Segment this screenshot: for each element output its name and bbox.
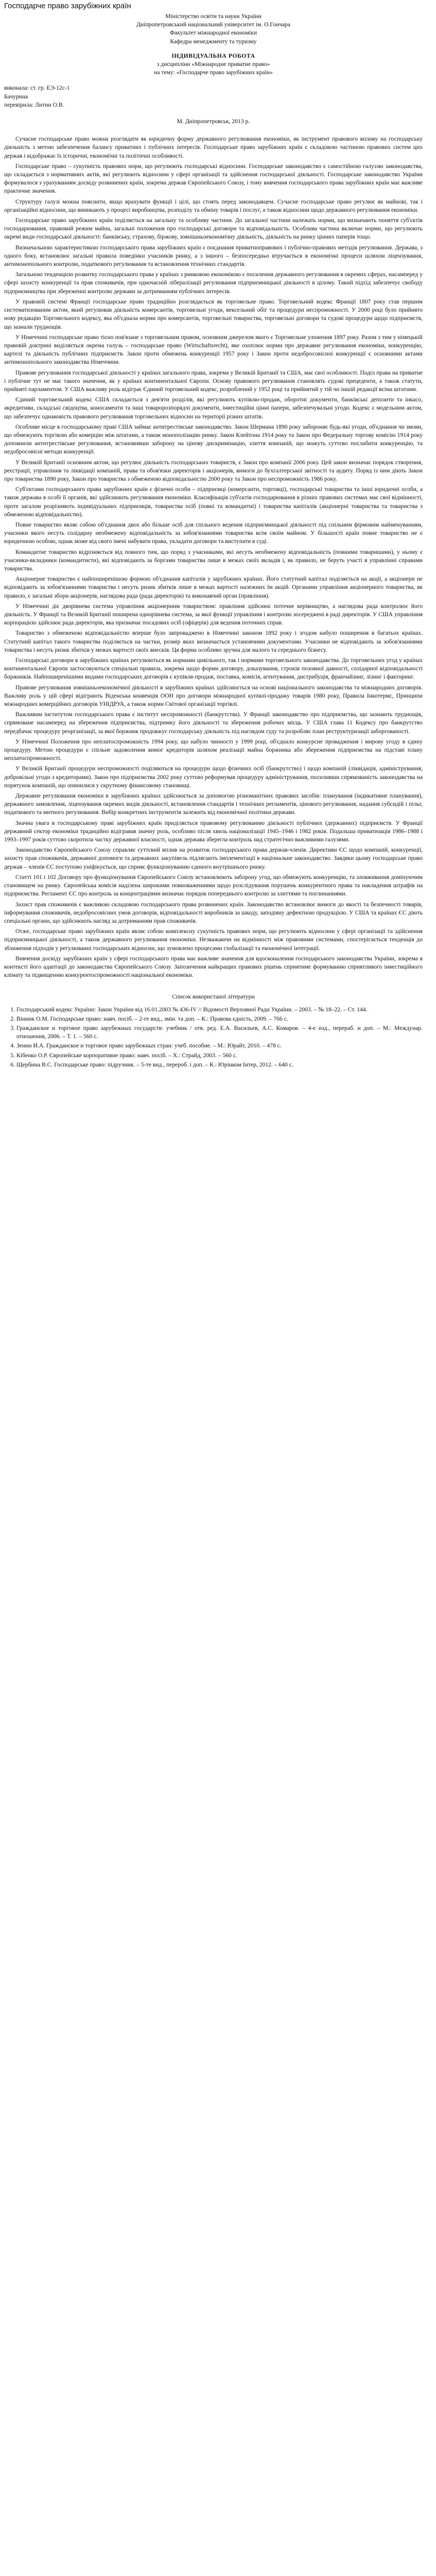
references-title: Список використаної літератури (172, 993, 255, 1001)
body-paragraph: У Великій Британії процедури неспроможності поділяються на процедури щодо фізичних осіб (банкрутство) і щодо компаній (ліквідація, адміністрування, добровільні угоди з кредиторами). Закон про підприємства 2002 року суттєво реформував процедуру адміністрування, посиливши спрямованість законодавства на порятунок компаній, що опинилися у скрутному фінансовому становищі. (4, 765, 423, 789)
body-paragraph: Товариство з обмеженою відповідальністю вперше було запроваджено в Німеччині законом 1892 року і згодом набуло поширення в багатьох країнах. Статутний капітал такого товариства поділяється на частки, розмір яких визначається установчими документами. Учасники не відповідають за зобов'язаннями товариства і несуть ризик збитків у межах вартості своїх внесків. Ця форма особливо зручна для малого та середнього бізнесу. (4, 630, 423, 653)
body-paragraph: Особливе місце в господарському праві США займає антитрестівське законодавство. Закон Шермана 1890 року забороняє будь-які угоди, об'єднання чи змови, що обмежують торгівлю або комерцію між штатами, а також монополізацію ринку. Закон Клейтона 1914 року та Закон про Федеральну торгову комісію 1914 року доповнили антитрестівське регулювання, встановивши заборону на цінову дискримінацію, злиття компаній, що можуть суттєво послабити конкуренцію, та недобросовісні методи конкуренції. (4, 423, 423, 455)
author-block (4, 84, 423, 109)
reference-item: 4. Зенин И.А. Гражданское и торговое право зарубежных стран: учеб. пособие. – М.: Юрайт, 2010. – 478 с. (16, 1042, 423, 1050)
body-paragraph: Господарське право – сукупність правових норм, що регулюють господарські відносини. Господарське законодавство є самостійною галуззю законодавства, що складається з нормативних актів, які регулюють відносини у сфері організації та здійснення господарської діяльності. Господарське законодавство України формувалося з урахуванням досвіду розвинених країн, зокрема держав Європейського Союзу, і тому вивчення господарського права зарубіжних країн має важливе практичне значення. (4, 162, 423, 195)
body-paragraph: У Німеччині господарське право тісно пов'язане з торговельним правом, основним джерелом якого є Торговельне уложення 1897 року. Разом з тим у німецькій правовій доктрині виділяється окрема галузь – господарське право (Wirtschaftsrecht), яке охоплює норми про державне регулювання економіки, конкуренцію, картелі та діяльність публічних підприємств. Закон проти обмежень конкуренції 1957 року і Закон проти недобросовісної конкуренції є основними актами антимонопольного законодавства Німеччини. (4, 333, 423, 366)
university-line: Дніпропетровський національний університет ім. О.Гончара (136, 21, 290, 28)
reference-item: 2. Вінник О.М. Господарське право: навч. посіб. – 2-ге вид., змін. та доп. – К.: Правова єдність, 2009. – 766 с. (16, 1015, 423, 1023)
body-paragraph: Статті 101 і 102 Договору про функціонування Європейського Союзу встановлюють заборону угод, що обмежують конкуренцію, та зловживання домінуючим становищем на ринку. Європейська комісія наділена широкими повноваженнями щодо розслідування порушень конкурентного права та накладення штрафів на підприємства. Регламент ЄС про контроль за концентраціями визначає порядок попереднього контролю за злиттями та поглинаннями. (4, 873, 423, 897)
reviewer-line: перевірила: Литин О.В. (4, 101, 64, 108)
body-paragraph: Структуру галузі можна пояснити, якщо врахувати функції і цілі, що стоять перед законодавцем. Сучасне господарське право регулює як майнові, так і організаційні відносини, що виникають у процесі виробництва, розподілу та обміну товарів і послуг, а також відносини щодо державного регулювання економіки. (4, 198, 423, 213)
body-paragraph: Суб'єктами господарського права зарубіжних країн є фізичні особи – підприємці (комерсанти, торговці), господарські товариства та інші юридичні особи, а також держава в особі її органів, які здійснюють регулювання економіки. Класифікація суб'єктів господарювання в різних правових системах має свої відмінності, проте загалом розрізняють індивідуальних підприємців, товариства осіб (повні та командитні) і товариства капіталів (акціонерні товариства та товариства з обмеженою відповідальністю). (4, 486, 423, 518)
body-paragraph: Правове регулювання зовнішньоекономічної діяльності в зарубіжних країнах здійснюється на основі національного законодавства та міжнародних договорів. Важливу роль у цій сфері відіграють Віденська конвенція ООН про договори міжнародної купівлі-продажу товарів 1980 року, Правила Інкотермс, Принципи міжнародних комерційних договорів УНІДРУА, а також норми Світової організації торгівлі. (4, 684, 423, 708)
ministry-line: Міністерство освіти та науки України (165, 13, 261, 20)
body-paragraph: Командитне товариство відрізняється від повного тим, що поряд з учасниками, які несуть необмежену відповідальність (повними товаришами), у ньому є учасники-вкладники (командитисти), які відповідають за боргами товариства лише в межах своїх вкладів і, як правило, не беруть участі в управлінні справами товариства. (4, 548, 423, 572)
body-paragraph: Господарське право зарубіжних країн поділяється на загальну та особливу частини. До загальної частини належать норми, що визначають поняття суб'єктів господарювання, правовий режим майна, загальні положення про господарські договори та відповідальність. Особлива частина включає норми, що регулюють окремі види господарської діяльності: банківську, страхову, біржову, зовнішньоекономічну діяльність, діяльність на ринку цінних паперів тощо. (4, 217, 423, 241)
body-paragraph: Законодавство Європейського Союзу справляє суттєвий вплив на розвиток господарського права держав-членів. Директиви ЄС щодо компаній, конкуренції, захисту прав споживачів, державної допомоги та державних закупівель підлягають імплементації в національне законодавство. Завдяки цьому господарське право держав – членів ЄС поступово уніфікується, що сприяє функціонуванню єдиного внутрішнього ринку. (4, 846, 423, 870)
body-paragraph: Захист прав споживачів є важливою складовою господарського права розвинених країн. Законодавство встановлює вимоги до якості та безпечності товарів, інформування споживачів, недобросовісних умов договорів, відповідальності виробників за шкоду, заподіяну дефектною продукцією. У США та країнах ЄС діють спеціальні органи, що здійснюють нагляд за дотриманням прав споживачів. (4, 901, 423, 924)
faculty-line: Факультет міжнародної економіки (169, 29, 257, 37)
body-paragraph: Важливим інститутом господарського права є інститут неспроможності (банкрутства). У Франції законодавство про підприємства, що зазнають труднощів, спрямоване насамперед на збереження підприємства, підтримку його діяльності та збереження робочих місць. У США глава 11 Кодексу про банкрутство передбачає процедуру реорганізації, за якої боржник продовжує господарську діяльність під наглядом суду та розробляє план реструктуризації заборгованості. (4, 711, 423, 735)
author-group-line: виконала: ст. гр. ЕЭ-12с-1 (4, 84, 70, 92)
references-list (4, 1006, 423, 1069)
body-paragraph: Господарські договори в зарубіжних країнах регулюються як нормами цивільного, так і нормами торговельного законодавства. До торговельних угод у країнах континентальної Європи застосовуються спеціальні правила, зокрема щодо форми договору, доказування, строків позовної давності, солідарної відповідальності боржників. Найпоширенішими видами господарських договорів є купівля-продаж, поставка, комісія, агентування, дистрибуція, франчайзинг, лізинг і факторинг. (4, 657, 423, 681)
body-paragraph: Вивчення досвіду зарубіжних країн у сфері господарського права має важливе значення для вдосконалення господарського законодавства України, зокрема в контексті його адаптації до законодавства Європейського Союзу. Запозичення найкращих правових рішень сприятиме формуванню сприятливого інвестиційного клімату та підвищенню конкурентоспроможності національної економіки. (4, 955, 423, 979)
body-paragraph: Сучасне господарське право можна розглядати як юридичну форму державного регулювання економіки, як інструмент правового впливу на господарську діяльність з метою забезпечення балансу приватних і публічних інтересів. Господарське право зарубіжних країн є складовою частиною правових систем цих держав і відображає їх історичні, економічні та політичні особливості. (4, 135, 423, 159)
topic-line: на тему: «Господарче право зарубіжних країн» (154, 69, 273, 76)
body-paragraph: Отже, господарське право зарубіжних країн являє собою комплексну сукупність правових норм, що регулюють відносини у сфері організації та здійснення підприємницької діяльності, а також державного регулювання економіки. Незважаючи на відмінності між правовими системами, спостерігається тенденція до зближення підходів у регулюванні господарських відносин, що зумовлено процесами глобалізації та економічної інтеграції. (4, 928, 423, 952)
author-name-line: Бачурина (4, 93, 28, 100)
title-page-header (4, 12, 423, 46)
body-paragraph: Правове регулювання господарської діяльності у країнах загального права, зокрема у Великій Британії та США, має свої особливості. Поділ права на приватне і публічне тут не має такого значення, як у країнах континентальної Європи. Основу правового регулювання становлять судові прецеденти, а також статути, прийняті парламентом. У США важливу роль відіграє Єдиний торговельний кодекс, розроблений у 1952 році та прийнятий у тій чи іншій редакції всіма штатами. (4, 369, 423, 393)
body-paragraph: Значна увага в господарському праві зарубіжних країн приділяється правовому регулюванню діяльності публічних (державних) підприємств. У Франції державний сектор економіки традиційно відігравав значну роль, особливо після хвиль націоналізації 1945–1946 і 1982 років. Подальша приватизація 1986–1988 і 1993–1997 років суттєво скоротила частку державної власності, однак держава зберегла контроль над стратегічно важливими галузями. (4, 819, 423, 843)
subject-line: з дисципліни «Міжнародне приватне право» (156, 61, 270, 68)
document-title: Господарче право зарубіжних країн (4, 2, 131, 10)
body-paragraph: У Німеччині діє дворівнева система управління акціонерним товариством: правління здійснює поточне керівництво, а наглядова рада контролює його діяльність. У Франції та Великій Британії поширена однорівнева система, за якої функції управління і контролю зосереджені в раді директорів. У США управління корпорацією здійснює рада директорів, яка призначає посадових осіб (офіцерів) для ведення поточних справ. (4, 602, 423, 626)
body-paragraph: Визначальною характеристикою господарського права зарубіжних країн є поєднання приватноправових і публічно-правових методів регулювання. Держава, з одного боку, встановлює загальні правила поведінки учасників ринку, а з іншого – безпосередньо втручається в економічні процеси шляхом ліцензування, антимонопольного контролю, податкового регулювання та встановлення технічних стандартів. (4, 244, 423, 268)
body-paragraph: Загальною тенденцією розвитку господарського права у країнах з ринковою економікою є посилення державного регулювання в окремих сферах, насамперед у сфері захисту конкуренції та прав споживачів, при одночасній лібералізації регулювання підприємницької діяльності в цілому. Такий підхід забезпечує свободу підприємництва при збереженні контролю держави за дотриманням публічних інтересів. (4, 271, 423, 295)
reference-item: 5. Кібенко О.Р. Європейське корпоративне право: навч. посіб. – Х.: Страйд, 2003. – 560 с. (16, 1052, 423, 1060)
body-paragraph: Повне товариство являє собою об'єднання двох або більше осіб для спільного ведення підприємницької діяльності під спільним фірмовим найменуванням, учасники якого несуть солідарну необмежену відповідальність за зобов'язаннями товариства всім своїм майном. У більшості країн повне товариство не є юридичною особою, однак може від свого імені набувати права, укладати договори та виступати в суді. (4, 521, 423, 545)
body-paragraph: У Великій Британії основним актом, що регулює діяльність господарських товариств, є Закон про компанії 2006 року. Цей закон визначає порядок створення, реєстрації, управління та ліквідації компаній, права та обов'язки директорів і акціонерів, вимоги до бухгалтерської звітності та аудиту. Поряд із ним діють Закон про товариства 1890 року, Закон про товариства з обмеженою відповідальністю 2000 року та Закон про неспроможність 1986 року. (4, 459, 423, 482)
reference-item: 1. Господарський кодекс України: Закон України від 16.01.2003 № 436-IV // Відомості Верховної Ради України. – 2003. – № 18–22. – Ст. 144. (16, 1006, 423, 1014)
body-paragraph: Державне регулювання економіки в зарубіжних країнах здійснюється за допомогою різноманітних правових засобів: планування (індикативне планування), державного замовлення, ліцензування окремих видів діяльності, встановлення стандартів і технічних регламентів, цінового регулювання, надання субсидій і пільг, податкового та митного регулювання. Вибір конкретних інструментів залежить від економічної політики держави. (4, 792, 423, 816)
body-paragraph: Єдиний торговельний кодекс США складається з дев'яти розділів, які регулюють купівлю-продаж, оборотні документи, банківські депозити та інкасо, акредитиви, складські свідоцтва, коносаменти та інші товаророзпорядчі документи, інвестиційні цінні папери, забезпечувальні угоди. Кодекс є модельним актом, що забезпечує однаковість правового регулювання торговельних відносин на території різних штатів. (4, 396, 423, 420)
body-paragraph: У Німеччині Положення про неплатоспроможність 1994 року, що набуло чинності у 1999 році, об'єднало конкурсне провадження і мирову угоду в єдину процедуру. Метою процедури є спільне задоволення вимог кредиторів шляхом реалізації майна боржника або збереження підприємства на підставі плану неплатоспроможності. (4, 738, 423, 762)
body-paragraph: Акціонерне товариство є найпоширенішою формою об'єднання капіталів у зарубіжних країнах. Його статутний капітал поділяється на акції, а акціонери не відповідають за зобов'язаннями товариства і несуть ризик збитків лише в межах вартості належних їм акцій. Органами управління акціонерного товариства, як правило, є загальні збори акціонерів, наглядова рада (рада директорів) та виконавчий орган (правління). (4, 575, 423, 599)
reference-item: 6. Щербина В.С. Господарське право: підручник. – 5-те вид., перероб. і доп. – К.: Юрінком Інтер, 2012. – 640 с. (16, 1061, 423, 1069)
body-paragraph: У правовій системі Франції господарське право традиційно розглядається як торговельне право. Торговельний кодекс Франції 1807 року став першим систематизованим актом, який регулював діяльність комерсантів, торговельні угоди, вексельний обіг та процедури неспроможності. У 2000 році було прийнято нову редакцію Торговельного кодексу, яка об'єднала норми про комерсантів, торговельні товариства, торговельні договори та судові процедури щодо підприємств, що зазнали труднощів. (4, 298, 423, 330)
city-year: М. Дніпропетровськ, 2013 р. (177, 118, 250, 125)
body-text (4, 135, 423, 979)
department-line: Кафедра менеджменту та туризму (170, 38, 257, 45)
reference-item: 3. Гражданское и торговое право зарубежных государств: учебник / отв. ред. Е.А. Васильев, А.С. Комаров. – 4-е изд., перераб. и доп. – М.: Междунар. отношения, 2006. – Т. 1. – 560 с. (16, 1024, 423, 1041)
work-title: ІНДИВІДУАЛЬНА РОБОТА (171, 52, 255, 59)
